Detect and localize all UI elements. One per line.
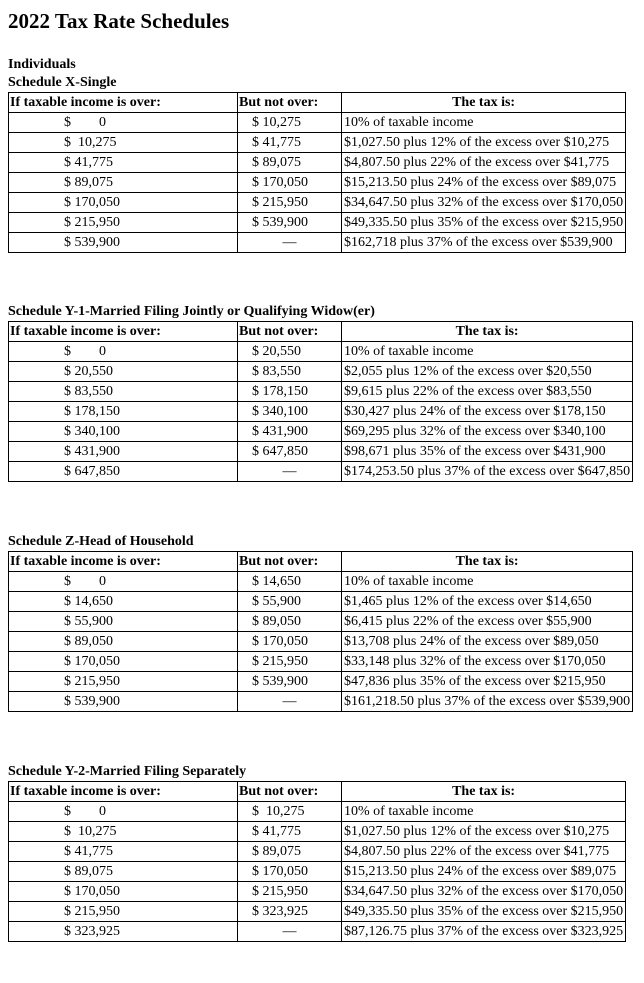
- schedule-table: [8, 551, 633, 712]
- cell-not-over: $ 539,900: [238, 672, 342, 692]
- cell-not-over: $ 539,900: [238, 213, 342, 233]
- cell-tax: $47,836 plus 35% of the excess over $215,950: [342, 672, 633, 692]
- header-not-over: But not over:: [238, 322, 342, 342]
- cell-tax: $49,335.50 plus 35% of the excess over $215,950: [342, 902, 626, 922]
- cell-tax: $174,253.50 plus 37% of the excess over $647,850: [342, 462, 633, 482]
- table-row: [9, 692, 633, 712]
- table-header-row: [9, 552, 633, 572]
- cell-not-over: $ 20,550: [238, 342, 342, 362]
- cell-not-over: $ 215,950: [238, 652, 342, 672]
- schedule-title: Schedule Y-2-Married Filing Separately: [8, 764, 247, 779]
- cell-over: $ 539,900: [9, 233, 238, 253]
- cell-not-over: $ 55,900: [238, 592, 342, 612]
- header-not-over: But not over:: [238, 782, 342, 802]
- cell-not-over: $ 340,100: [238, 402, 342, 422]
- cell-over: $ 41,775: [9, 842, 238, 862]
- table-header-row: [9, 322, 633, 342]
- table-row: [9, 592, 633, 612]
- table-row: [9, 882, 626, 902]
- cell-tax: $162,718 plus 37% of the excess over $539,900: [342, 233, 626, 253]
- header-over: If taxable income is over:: [9, 322, 238, 342]
- header-tax: The tax is:: [342, 322, 633, 342]
- cell-over: $ 41,775: [9, 153, 238, 173]
- schedule-table: [8, 781, 626, 942]
- table-row: [9, 442, 633, 462]
- cell-tax: $4,807.50 plus 22% of the excess over $41,775: [342, 153, 626, 173]
- cell-not-over: $ 323,925: [238, 902, 342, 922]
- schedule-table: [8, 321, 633, 482]
- cell-not-over: $ 41,775: [238, 822, 342, 842]
- cell-tax: $1,027.50 plus 12% of the excess over $10,275: [342, 822, 626, 842]
- cell-tax: $2,055 plus 12% of the excess over $20,550: [342, 362, 633, 382]
- header-not-over: But not over:: [238, 93, 342, 113]
- cell-not-over: —: [238, 233, 342, 253]
- cell-over: $ 431,900: [9, 442, 238, 462]
- cell-not-over: $ 89,050: [238, 612, 342, 632]
- cell-tax: $33,148 plus 32% of the excess over $170,050: [342, 652, 633, 672]
- cell-over: $ 14,650: [9, 592, 238, 612]
- cell-tax: $15,213.50 plus 24% of the excess over $89,075: [342, 862, 626, 882]
- cell-over: $ 89,075: [9, 173, 238, 193]
- table-row: [9, 113, 626, 133]
- cell-not-over: $ 89,075: [238, 153, 342, 173]
- table-row: [9, 382, 633, 402]
- cell-not-over: $ 170,050: [238, 173, 342, 193]
- cell-not-over: —: [238, 922, 342, 942]
- table-row: [9, 402, 633, 422]
- cell-tax: 10% of taxable income: [342, 572, 633, 592]
- table-row: [9, 572, 633, 592]
- cell-over: $ 10,275: [9, 822, 238, 842]
- table-row: [9, 342, 633, 362]
- page-title: 2022 Tax Rate Schedules: [8, 9, 230, 33]
- cell-not-over: $ 10,275: [238, 802, 342, 822]
- table-row: [9, 422, 633, 442]
- header-tax: The tax is:: [342, 782, 626, 802]
- cell-tax: $6,415 plus 22% of the excess over $55,900: [342, 612, 633, 632]
- cell-over: $ 0: [9, 572, 238, 592]
- table-row: [9, 802, 626, 822]
- table-row: [9, 902, 626, 922]
- cell-over: $ 89,075: [9, 862, 238, 882]
- header-tax: The tax is:: [342, 93, 626, 113]
- cell-tax: $34,647.50 plus 32% of the excess over $170,050: [342, 882, 626, 902]
- cell-tax: $30,427 plus 24% of the excess over $178,150: [342, 402, 633, 422]
- table-row: [9, 133, 626, 153]
- cell-tax: $15,213.50 plus 24% of the excess over $89,075: [342, 173, 626, 193]
- cell-not-over: $ 647,850: [238, 442, 342, 462]
- cell-tax: $9,615 plus 22% of the excess over $83,550: [342, 382, 633, 402]
- cell-over: $ 539,900: [9, 692, 238, 712]
- table-header-row: [9, 93, 626, 113]
- cell-not-over: $ 41,775: [238, 133, 342, 153]
- cell-over: $ 0: [9, 802, 238, 822]
- schedule-title: Schedule X-Single: [8, 75, 117, 90]
- cell-not-over: $ 170,050: [238, 632, 342, 652]
- cell-over: $ 178,150: [9, 402, 238, 422]
- table-header-row: [9, 782, 626, 802]
- header-over: If taxable income is over:: [9, 552, 238, 572]
- cell-over: $ 340,100: [9, 422, 238, 442]
- cell-over: $ 170,050: [9, 652, 238, 672]
- cell-over: $ 215,950: [9, 902, 238, 922]
- cell-over: $ 170,050: [9, 882, 238, 902]
- schedule-title: Schedule Z-Head of Household: [8, 534, 194, 549]
- cell-over: $ 647,850: [9, 462, 238, 482]
- header-not-over: But not over:: [238, 552, 342, 572]
- table-row: [9, 233, 626, 253]
- cell-tax: $4,807.50 plus 22% of the excess over $41,775: [342, 842, 626, 862]
- cell-not-over: $ 431,900: [238, 422, 342, 442]
- cell-not-over: $ 170,050: [238, 862, 342, 882]
- cell-over: $ 0: [9, 342, 238, 362]
- cell-tax: $161,218.50 plus 37% of the excess over $539,900: [342, 692, 633, 712]
- cell-over: $ 215,950: [9, 672, 238, 692]
- cell-tax: 10% of taxable income: [342, 802, 626, 822]
- table-row: [9, 862, 626, 882]
- cell-tax: $49,335.50 plus 35% of the excess over $215,950: [342, 213, 626, 233]
- table-row: [9, 632, 633, 652]
- header-over: If taxable income is over:: [9, 782, 238, 802]
- cell-tax: $98,671 plus 35% of the excess over $431,900: [342, 442, 633, 462]
- cell-not-over: —: [238, 692, 342, 712]
- cell-not-over: $ 215,950: [238, 882, 342, 902]
- cell-over: $ 89,050: [9, 632, 238, 652]
- cell-not-over: —: [238, 462, 342, 482]
- cell-tax: $69,295 plus 32% of the excess over $340,100: [342, 422, 633, 442]
- cell-over: $ 10,275: [9, 133, 238, 153]
- cell-over: $ 170,050: [9, 193, 238, 213]
- table-row: [9, 173, 626, 193]
- cell-not-over: $ 10,275: [238, 113, 342, 133]
- cell-over: $ 0: [9, 113, 238, 133]
- schedule-title: Schedule Y-1-Married Filing Jointly or Qualifying Widow(er): [8, 304, 375, 319]
- header-tax: The tax is:: [342, 552, 633, 572]
- table-row: [9, 153, 626, 173]
- table-row: [9, 652, 633, 672]
- table-row: [9, 922, 626, 942]
- individuals-label: Individuals: [8, 57, 76, 72]
- header-over: If taxable income is over:: [9, 93, 238, 113]
- table-row: [9, 672, 633, 692]
- table-row: [9, 842, 626, 862]
- cell-not-over: $ 89,075: [238, 842, 342, 862]
- cell-tax: $1,465 plus 12% of the excess over $14,650: [342, 592, 633, 612]
- cell-tax: $13,708 plus 24% of the excess over $89,050: [342, 632, 633, 652]
- cell-tax: $1,027.50 plus 12% of the excess over $10,275: [342, 133, 626, 153]
- table-row: [9, 462, 633, 482]
- cell-tax: $87,126.75 plus 37% of the excess over $323,925: [342, 922, 626, 942]
- cell-tax: $34,647.50 plus 32% of the excess over $170,050: [342, 193, 626, 213]
- cell-tax: 10% of taxable income: [342, 342, 633, 362]
- table-row: [9, 822, 626, 842]
- cell-not-over: $ 215,950: [238, 193, 342, 213]
- cell-not-over: $ 178,150: [238, 382, 342, 402]
- table-row: [9, 612, 633, 632]
- table-row: [9, 193, 626, 213]
- schedule-table: [8, 92, 626, 253]
- cell-not-over: $ 14,650: [238, 572, 342, 592]
- cell-over: $ 55,900: [9, 612, 238, 632]
- table-row: [9, 362, 633, 382]
- table-row: [9, 213, 626, 233]
- cell-over: $ 20,550: [9, 362, 238, 382]
- cell-over: $ 215,950: [9, 213, 238, 233]
- cell-tax: 10% of taxable income: [342, 113, 626, 133]
- cell-over: $ 323,925: [9, 922, 238, 942]
- cell-not-over: $ 83,550: [238, 362, 342, 382]
- cell-over: $ 83,550: [9, 382, 238, 402]
